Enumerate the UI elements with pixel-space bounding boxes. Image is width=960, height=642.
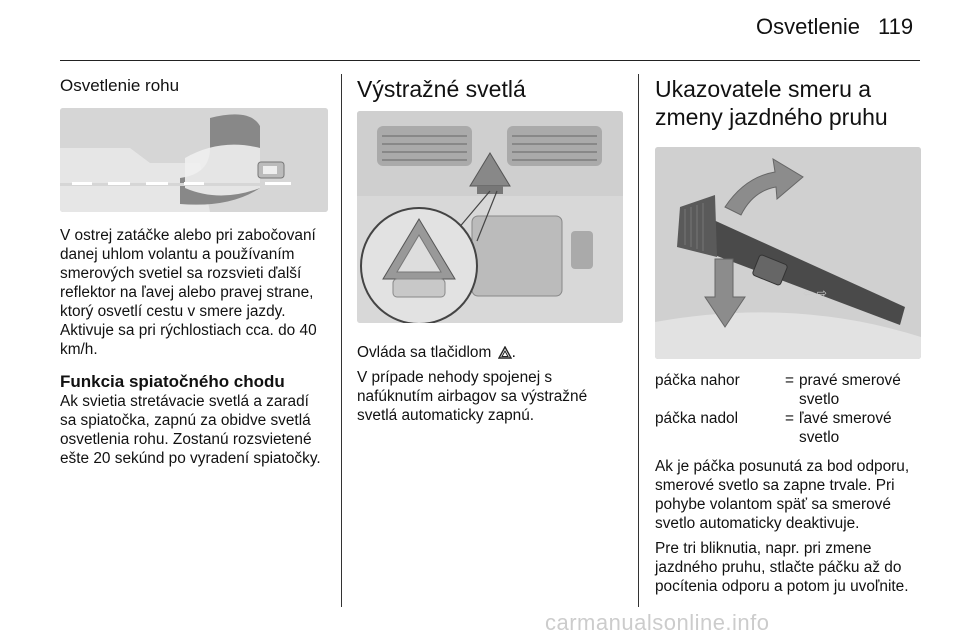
table-row: [655, 409, 923, 447]
svg-text:⇦ ⇨: ⇦ ⇨: [803, 286, 827, 300]
section-heading-turn-signals: Ukazovatele smeru a zmeny jazdného pruhu: [655, 76, 888, 130]
table-term: páčka nadol: [655, 410, 739, 427]
footer-watermark: carmanualsonline.info: [545, 610, 770, 635]
section-heading-hazard: Výstražné svetlá: [357, 76, 526, 102]
table-row: [655, 371, 923, 409]
running-header-title: Osvetlenie: [756, 14, 860, 39]
header-rule: [60, 60, 920, 61]
lane-change-note: Pre tri bliknutia, napr. pri zmene jazdného pruhu, stlačte páčku až do pocítenia odporu a potom ju uvoľnite.: [655, 540, 909, 595]
column-cornering-light: [60, 75, 328, 468]
section-heading-reverse: Funkcia spiatočného chodu: [60, 372, 285, 391]
column-hazard: [357, 75, 627, 425]
table-term: páčka nahor: [655, 372, 740, 389]
hazard-button-figure: [357, 111, 623, 323]
page-number: 119: [878, 14, 914, 39]
hazard-instruction-end: .: [511, 344, 516, 361]
turn-signal-permanent-note: Ak je páčka posunutá za bod odporu, smerové svetlo sa zapne trvale. Pri pohybe volantom späť sa smerové svetlo automaticky deaktivuje.: [655, 458, 910, 532]
section-heading-cornering: Osvetlenie rohu: [60, 76, 180, 95]
lever-direction-table: [655, 371, 923, 447]
hazard-instruction-text: Ovláda sa tlačidlom: [357, 344, 492, 361]
cornering-description: V ostrej zatáčke alebo pri zabočovaní danej uhlom volantu a používaním smerových svetiel sa rozsvieti ďalší reflektor na ľavej alebo pravej strane, ktorý osvetlí cestu v smere jazdy. Aktivuje sa pri rýchlostiach cca. do 40 km/h.: [60, 227, 317, 358]
table-sep: =: [785, 410, 794, 427]
table-desc: pravé smerové svetlo: [799, 372, 901, 408]
hazard-triangle-icon: [498, 345, 512, 364]
hazard-instruction: [357, 343, 627, 364]
table-desc: ľavé smerové svetlo: [799, 410, 892, 446]
column-divider-2: [638, 74, 639, 607]
table-sep: =: [785, 372, 794, 389]
column-divider-1: [341, 74, 342, 607]
hazard-airbag-note: V prípade nehody spojenej s nafúknutím airbagov sa výstražné svetlá automaticky zapnú.: [357, 369, 588, 424]
cornering-light-figure: [60, 108, 328, 212]
reverse-description: Ak svietia stretávacie svetlá a zaradí sa spiatočka, zapnú za obidve svetlá osvetlenia rohu. Zostanú rozsvietené ešte 20 sekúnd po vyradení spiatočky.: [60, 393, 321, 467]
column-turn-signals: [655, 75, 923, 596]
turn-signal-lever-figure: [655, 147, 921, 359]
